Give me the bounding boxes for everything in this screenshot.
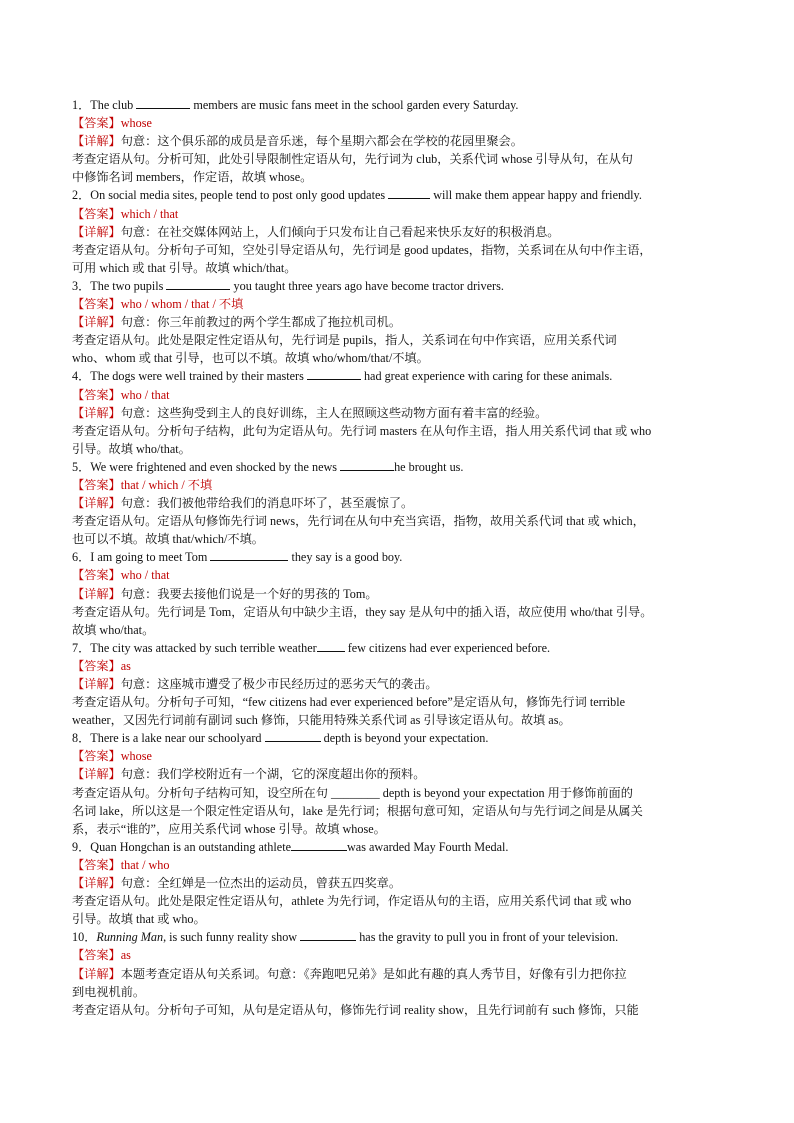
answer-blank[interactable] <box>340 460 394 471</box>
detail-5-line-3: 也可以不填。故填 that/which/不填。 <box>72 532 264 547</box>
detail-8-line-3: 名词 lake，所以这是一个限定性定语从句，lake 是先行词；根据句意可知，定语从句与先行词之间是从属关 <box>72 803 643 818</box>
question-9: 9．Quan Hongchan is an outstanding athlete was awarded May Fourth Medal. <box>72 839 509 854</box>
answer-blank[interactable] <box>291 840 347 851</box>
answer-1: 【答案】whose <box>72 116 152 131</box>
detail-9-line-3: 引导。故填 that 或 who。 <box>72 912 206 927</box>
detail-6-line-1: 【详解】句意：我要去接他们说是一个好的男孩的 Tom。 <box>72 586 378 601</box>
answer-blank[interactable] <box>166 279 230 290</box>
answer-blank[interactable] <box>307 369 361 380</box>
detail-2-line-3: 可用 which 或 that 引导。故填 which/that。 <box>72 260 297 275</box>
detail-5-line-1: 【详解】句意：我们被他带给我们的消息吓坏了，甚至震惊了。 <box>72 496 414 511</box>
answer-9: 【答案】that / who <box>72 857 170 872</box>
detail-8-line-2: 考查定语从句。分析句子结构可知，设空所在句 ________ depth is beyond your expectation 用于修饰前面的 <box>72 785 633 800</box>
detail-4-line-2: 考查定语从句。分析句子结构，此句为定语从句。先行词 masters 在从句作主语，指人用关系代词 that 或 who <box>72 423 652 438</box>
detail-6-line-3: 故填 who/that。 <box>72 622 155 637</box>
answer-8: 【答案】whose <box>72 749 152 764</box>
answer-6: 【答案】who / that <box>72 568 170 583</box>
answer-blank[interactable] <box>388 188 430 199</box>
detail-3-line-3: who、whom 或 that 引导，也可以不填。故填 who/whom/that/不填。 <box>72 351 429 366</box>
detail-6-line-2: 考查定语从句。先行词是 Tom，定语从句中缺少主语，they say 是从句中的插入语，故应使用 who/that 引导。 <box>72 604 653 619</box>
detail-1-line-3: 中修饰名词 members，作定语，故填 whose。 <box>72 170 313 185</box>
answer-2: 【答案】which / that <box>72 206 179 221</box>
document-page <box>72 96 724 1019</box>
answer-5: 【答案】that / which / 不填 <box>72 477 213 492</box>
answer-blank[interactable] <box>317 641 345 652</box>
detail-10-line-3: 考查定语从句。分析句子可知，从句是定语从句，修饰先行词 reality show，且先行词前有 such 修饰，只能 <box>72 1002 639 1017</box>
answer-3: 【答案】who / whom / that / 不填 <box>72 297 244 312</box>
answer-10: 【答案】as <box>72 948 131 963</box>
answer-blank[interactable] <box>136 98 190 109</box>
detail-10-line-1: 【详解】本题考查定语从句关系词。句意：《奔跑吧兄弟》是如此有趣的真人秀节目，好像有引力把你拉 <box>72 966 627 981</box>
answer-blank[interactable] <box>210 550 288 561</box>
detail-3-line-2: 考查定语从句。此处是限定性定语从句，先行词是 pupils，指人，关系词在句中作宾语，应用关系代词 <box>72 333 617 348</box>
question-3: 3．The two pupils you taught three years ago have become tractor drivers. <box>72 278 504 293</box>
detail-7-line-3: weather，又因先行词前有副词 such 修饰，只能用特殊关系代词 as 引导该定语从句。故填 as。 <box>72 713 571 728</box>
detail-4-line-3: 引导。故填 who/that。 <box>72 441 191 456</box>
question-8: 8．There is a lake near our schoolyard depth is beyond your expectation. <box>72 731 489 746</box>
question-4: 4．The dogs were well trained by their masters had great experience with caring for these animals. <box>72 369 613 384</box>
detail-4-line-1: 【详解】句意：这些狗受到主人的良好训练，主人在照顾这些动物方面有着丰富的经验。 <box>72 405 548 420</box>
question-2: 2．On social media sites, people tend to post only good updates will make them appear happy and friendly. <box>72 188 642 203</box>
detail-8-line-1: 【详解】句意：我们学校附近有一个湖，它的深度超出你的预料。 <box>72 767 426 782</box>
detail-7-line-2: 考查定语从句。分析句子可知，“few citizens had ever experienced before”是定语从句，修饰先行词 terrible <box>72 695 626 710</box>
detail-9-line-1: 【详解】句意：全红婵是一位杰出的运动员，曾获五四奖章。 <box>72 876 402 891</box>
detail-2-line-1: 【详解】句意：在社交媒体网站上，人们倾向于只发布让自己看起来快乐友好的积极消息。 <box>72 224 560 239</box>
detail-7-line-1: 【详解】句意：这座城市遭受了极少市民经历过的恶劣天气的袭击。 <box>72 677 438 691</box>
question-6: 6．I am going to meet Tom they say is a good boy. <box>72 550 403 565</box>
answer-4: 【答案】who / that <box>72 387 170 402</box>
answer-blank[interactable] <box>265 731 321 742</box>
detail-5-line-2: 考查定语从句。定语从句修饰先行词 news，先行词在从句中充当宾语，指物，故用关系代词 that 或 which， <box>72 514 645 529</box>
question-7: 7．The city was attacked by such terrible weather few citizens had ever experienced before. <box>72 640 551 655</box>
detail-1-line-1: 【详解】句意：这个俱乐部的成员是音乐迷，每个星期六都会在学校的花园里聚会。 <box>72 134 523 149</box>
detail-2-line-2: 考查定语从句。分析句子可知，空处引导定语从句，先行词是 good updates，指物，关系词在从句中作主语， <box>72 242 652 257</box>
question-5: 5．We were frightened and even shocked by the news he brought us. <box>72 459 464 474</box>
detail-3-line-1: 【详解】句意：你三年前教过的两个学生都成了拖拉机司机。 <box>72 315 402 330</box>
answer-blank[interactable] <box>300 930 356 941</box>
detail-9-line-2: 考查定语从句。此处是限定性定语从句，athlete 为先行词，作定语从句的主语，应用关系代词 that 或 who <box>72 894 632 909</box>
answer-7: 【答案】as <box>72 658 131 673</box>
detail-1-line-2: 考查定语从句。分析可知，此处引导限制性定语从句，先行词为 club，关系代词 whose 引导从句，在从句 <box>72 152 633 167</box>
question-10: 10．Running Man, is such funny reality show has the gravity to pull you in front of your television. <box>72 930 619 945</box>
question-1: 1．The club members are music fans meet in the school garden every Saturday. <box>72 98 519 112</box>
detail-8-line-4: 系，表示“谁的”，应用关系代词 whose 引导。故填 whose。 <box>72 821 386 836</box>
detail-10-line-2: 到电视机前。 <box>72 984 146 999</box>
